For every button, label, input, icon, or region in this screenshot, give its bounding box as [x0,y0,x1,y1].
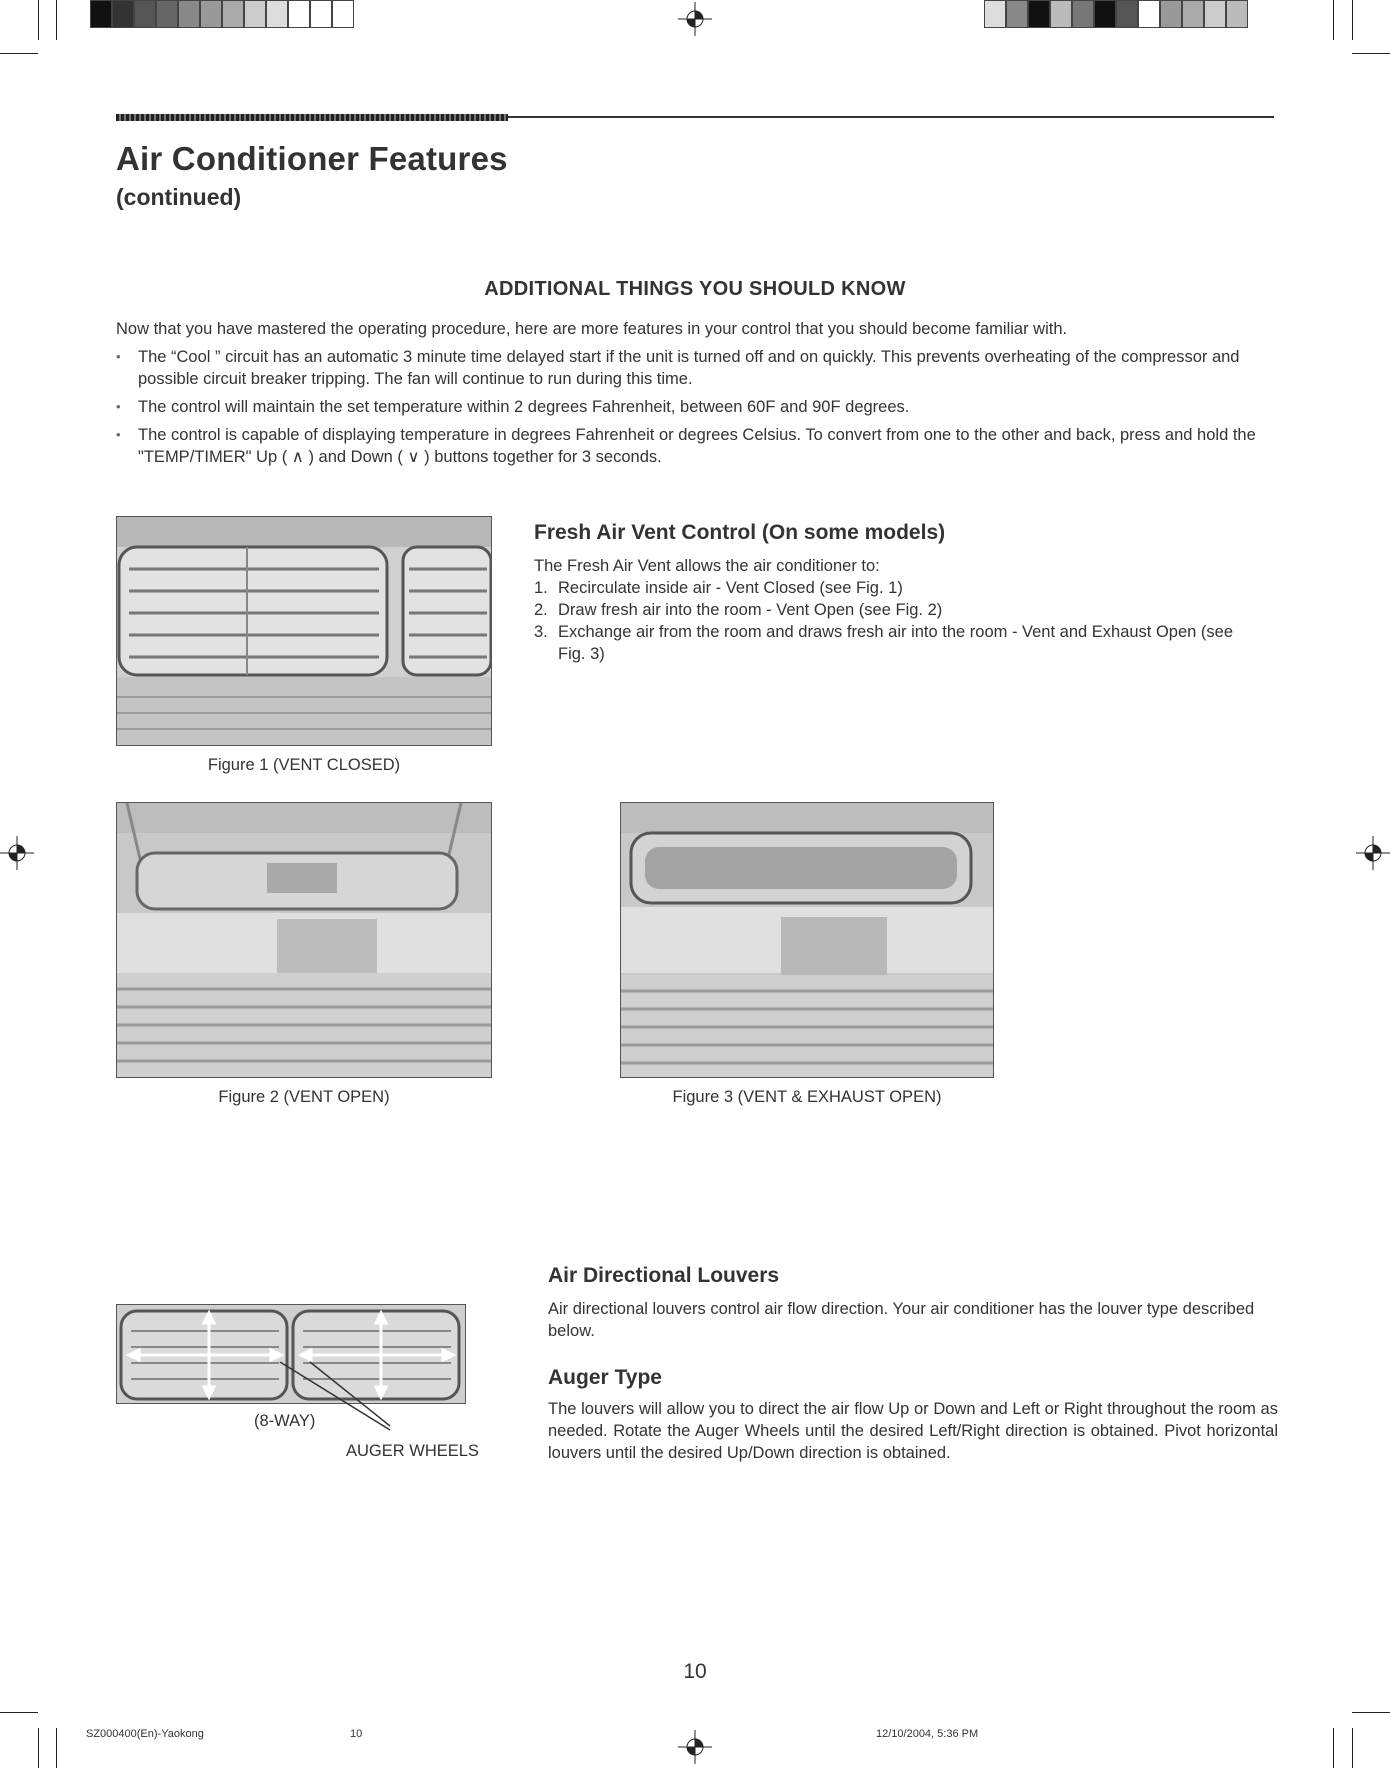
figure-2-photo [116,802,492,1078]
louvers-text: Air directional louvers control air flow direction. Your air conditioner has the louver type described below. [548,1300,1255,1340]
page-number: 10 [683,1660,707,1683]
crop-mark [1352,53,1390,54]
figure-1-caption: Figure 1 (VENT CLOSED) [207,756,401,774]
calibration-bar-right [984,0,1248,28]
auger-heading: Auger Type [548,1366,662,1389]
section-heading: ADDITIONAL THINGS YOU SHOULD KNOW [484,278,906,300]
registration-mark-icon [678,1730,712,1764]
louvers-heading: Air Directional Louvers [548,1264,780,1287]
fresh-air-intro: The Fresh Air Vent allows the air conditioner to: [534,557,880,575]
crop-mark [1333,0,1334,40]
list-item-number: 3. [534,623,548,641]
crop-mark [1333,1728,1334,1768]
page-title: Air Conditioner Features [116,140,508,177]
bullet-item: • The control will maintain the set temperature within 2 degrees Fahrenheit, between 60F and 90F degrees. [116,396,1276,418]
bullet-item: • The “Cool ” circuit has an automatic 3 minute time delayed start if the unit is turned off and on quickly. This prevents overheating of the compressor and possible circuit breaker tripping. The fan will continue to run during this time. [116,346,1276,390]
list-item [534,577,1254,599]
list-item [534,599,1254,621]
list-item [534,621,1254,665]
header-rule [116,114,508,121]
list-item-text: Recirculate inside air - Vent Closed (see Fig. 1) [558,579,903,597]
calibration-bar-left [90,0,354,28]
louver-8way-label: (8-WAY) [254,1412,316,1430]
intro-paragraph: Now that you have mastered the operating procedure, here are more features in your control that you should become familiar with. [116,320,1068,338]
crop-mark [0,53,38,54]
footer-page: 10 [350,1728,363,1740]
figure-2-caption: Figure 2 (VENT OPEN) [218,1088,390,1106]
crop-mark [1352,1712,1390,1713]
crop-mark [1352,1728,1353,1768]
crop-mark [38,0,39,40]
page-subtitle: (continued) [116,184,242,210]
auger-text: The louvers will allow you to direct the air flow Up or Down and Left or Right throughout the room as needed. Rotate the Auger Wheels until the desired Left/Right direction is obtained. Pivot horizontal louvers until the desired Up/Down direction is obtained. [548,1400,1278,1462]
registration-mark-icon [1356,836,1390,870]
footer-datetime: 12/10/2004, 5:36 PM [876,1728,979,1740]
figure-3-caption: Figure 3 (VENT & EXHAUST OPEN) [672,1088,942,1106]
auger-wheels-label: AUGER WHEELS [346,1442,479,1460]
bullet-item: • The control is capable of displaying temperature in degrees Fahrenheit or degrees Celsius. To convert from one to the other and back, press and hold the "TEMP/TIMER" Up ( ∧ ) and Down ( ∨ ) buttons together for 3 seconds. [116,424,1276,468]
registration-mark-icon [0,836,34,870]
fresh-air-heading: Fresh Air Vent Control (On some models) [534,521,946,544]
footer-file: SZ000400(En)-Yaokong [86,1728,204,1740]
crop-mark [56,1728,57,1768]
crop-mark [0,1712,38,1713]
crop-mark [1352,0,1353,40]
registration-mark-icon [678,2,712,36]
list-item-number: 1. [534,579,548,597]
figure-3-photo [620,802,994,1078]
crop-mark [56,0,57,40]
list-item-number: 2. [534,601,548,619]
figure-1-photo [116,516,492,746]
list-item-text: Exchange air from the room and draws fresh air into the room - Vent and Exhaust Open (see Fig. 3) [558,623,1234,663]
list-item-text: Draw fresh air into the room - Vent Open (see Fig. 2) [558,601,943,619]
crop-mark [38,1728,39,1768]
header-rule [508,116,1274,118]
